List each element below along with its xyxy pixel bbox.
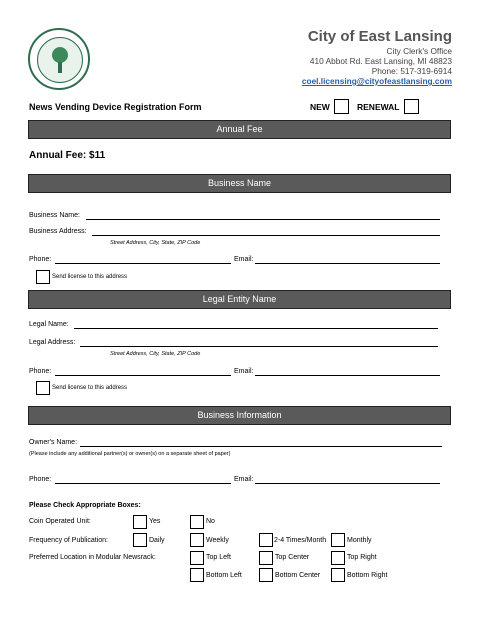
business-name-field[interactable] [86,219,440,220]
loc-bottom-center-label: Bottom Center [275,572,321,579]
new-label: NEW [310,102,330,112]
loc-top-right-checkbox[interactable] [331,551,345,565]
owner-name-field[interactable] [80,446,442,447]
coin-yes-checkbox[interactable] [133,515,147,529]
business-name-label: Business Name: [29,212,80,219]
section-business-info: Business Information [28,406,451,425]
annual-fee-amount: Annual Fee: $11 [29,150,106,161]
legal-email-field[interactable] [255,375,440,376]
business-email-field[interactable] [255,263,440,264]
legal-name-label: Legal Name: [29,321,69,328]
loc-top-left-label: Top Left [206,554,231,561]
office-address: 410 Abbot Rd. East Lansing, MI 48823 [309,56,452,66]
freq-monthly-checkbox[interactable] [331,533,345,547]
coin-no-label: No [206,518,215,525]
legal-phone-label: Phone: [29,368,52,375]
seal-inner [37,37,83,83]
freq-weekly-label: Weekly [206,537,229,544]
freq-daily-label: Daily [149,537,165,544]
coin-operated-label: Coin Operated Unit: [29,518,91,525]
office-phone: Phone: 517-319-6914 [371,66,452,76]
loc-top-right-label: Top Right [347,554,377,561]
freq-daily-checkbox[interactable] [133,533,147,547]
coin-no-checkbox[interactable] [190,515,204,529]
owner-phone-field[interactable] [55,483,231,484]
form-title: News Vending Device Registration Form [29,102,202,112]
business-address-field[interactable] [92,235,440,236]
business-address-label: Business Address: [29,228,87,235]
location-label: Preferred Location in Modular Newsrack: [29,554,156,561]
section-annual-fee: Annual Fee [28,120,451,139]
renewal-checkbox[interactable] [404,99,419,114]
business-phone-field[interactable] [55,263,231,264]
loc-bottom-right-checkbox[interactable] [331,568,345,582]
tree-trunk [58,62,62,73]
owner-email-label: Email: [234,476,254,483]
renewal-label: RENEWAL [357,102,400,112]
freq-weekly-checkbox[interactable] [190,533,204,547]
office-name: City Clerk's Office [386,46,452,56]
business-address-hint: Street Address, City, State, ZIP Code [110,240,201,246]
legal-address-field[interactable] [80,346,438,347]
legal-send-label: Send license to this address [52,385,128,391]
city-name: City of East Lansing [307,28,452,45]
business-send-checkbox[interactable] [36,270,50,284]
legal-email-label: Email: [234,368,254,375]
owner-phone-label: Phone: [29,476,52,483]
business-email-label: Email: [234,256,254,263]
legal-address-label: Legal Address: [29,339,76,346]
freq-2-4-label: 2-4 Times/Month [274,537,327,544]
check-heading: Please Check Appropriate Boxes: [29,502,141,509]
org-header [302,28,452,86]
loc-bottom-left-checkbox[interactable] [190,568,204,582]
loc-top-center-label: Top Center [275,554,310,561]
legal-send-checkbox[interactable] [36,381,50,395]
owner-note: (Please include any additional partner(s) or owner(s) on a separate sheet of paper) [29,451,231,457]
section-business-name: Business Name [28,174,451,193]
loc-top-left-checkbox[interactable] [190,551,204,565]
business-phone-label: Phone: [29,256,52,263]
city-seal-logo [28,28,90,90]
new-checkbox[interactable] [334,99,349,114]
frequency-label: Frequency of Publication: [29,537,108,544]
owner-name-label: Owner's Name: [29,439,78,446]
loc-bottom-right-label: Bottom Right [347,572,388,579]
freq-2-4-checkbox[interactable] [259,533,273,547]
section-legal-entity: Legal Entity Name [28,290,451,309]
loc-top-center-checkbox[interactable] [259,551,273,565]
legal-address-hint: Street Address, City, State, ZIP Code [110,351,201,357]
loc-bottom-center-checkbox[interactable] [259,568,273,582]
business-send-label: Send license to this address [52,274,128,280]
legal-name-field[interactable] [74,328,438,329]
owner-email-field[interactable] [255,483,440,484]
office-email-link[interactable]: coel.licensing@cityofeastlansing.com [301,76,452,86]
tree-icon [52,47,68,63]
loc-bottom-left-label: Bottom Left [206,572,242,579]
freq-monthly-label: Monthly [347,537,372,544]
legal-phone-field[interactable] [55,375,231,376]
coin-yes-label: Yes [149,518,161,525]
